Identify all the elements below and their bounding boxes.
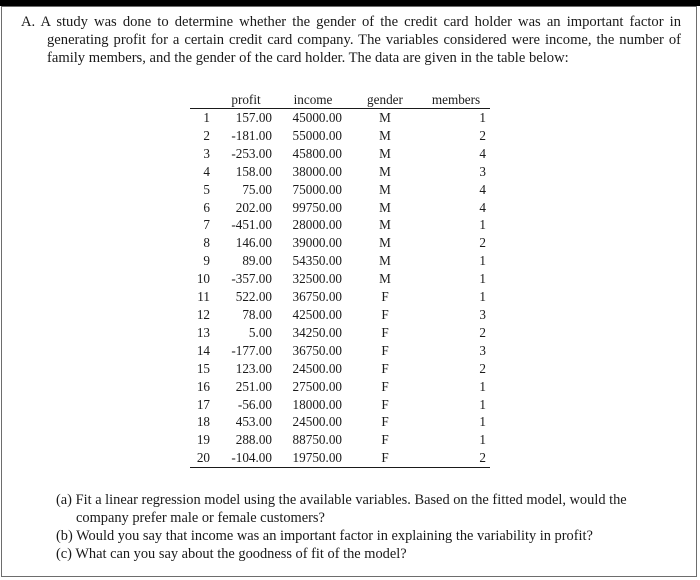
members-cell: 3 — [479, 163, 486, 179]
income-cell: 39000.00 — [292, 235, 342, 251]
income-cell: 19750.00 — [278, 449, 348, 467]
gender-cell: M — [379, 199, 391, 215]
table-row — [190, 216, 490, 234]
income-cell: 36750.00 — [292, 342, 342, 358]
members-cell: 1 — [479, 432, 486, 448]
table-row — [190, 181, 490, 199]
profit-cell: -357.00 — [231, 271, 272, 287]
profit-cell: 123.00 — [235, 360, 272, 376]
income-cell: 54350.00 — [292, 253, 342, 269]
table-row — [190, 431, 490, 449]
profit-cell: 89.00 — [242, 253, 272, 269]
gender-cell: M — [379, 127, 391, 143]
profit-cell: 157.00 — [235, 110, 272, 125]
question-c-text: What can you say about the goodness of fit of the model? — [75, 546, 407, 562]
income-cell: 45800.00 — [292, 145, 342, 161]
row-index-cell: 7 — [203, 217, 210, 233]
profit-cell: 202.00 — [235, 199, 272, 215]
table-row — [190, 199, 490, 217]
row-index-cell: 18 — [196, 414, 210, 430]
row-index-cell: 6 — [203, 199, 210, 215]
income-cell: 36750.00 — [292, 289, 342, 305]
question-a-text: Fit a linear regression model using the available variables. Based on the fitted model, would the company prefer male or female customers? — [75, 492, 627, 526]
row-index-cell: 17 — [196, 396, 210, 412]
row-index-cell: 2 — [203, 127, 210, 143]
profit-cell: 288.00 — [235, 432, 272, 448]
question-b-text: Would you say that income was an important factor in explaining the variability in profit? — [76, 528, 593, 544]
row-index-cell: 13 — [196, 324, 210, 340]
header-members: members — [422, 92, 490, 109]
members-cell: 1 — [479, 378, 486, 394]
row-index-cell: 10 — [196, 271, 210, 287]
gender-cell: F — [381, 378, 389, 394]
members-cell: 2 — [422, 449, 490, 467]
profit-cell: -177.00 — [231, 342, 272, 358]
table-row — [190, 109, 490, 127]
income-cell: 55000.00 — [292, 127, 342, 143]
table-row — [190, 252, 490, 270]
row-index-cell: 3 — [203, 145, 210, 161]
members-cell: 2 — [479, 324, 486, 340]
gender-cell: M — [379, 271, 391, 287]
table-header-row — [190, 92, 490, 109]
table-row — [190, 324, 490, 342]
table-row — [190, 306, 490, 324]
table-row — [190, 360, 490, 378]
question-b — [56, 527, 681, 545]
gender-cell: F — [381, 289, 389, 305]
profit-cell: 522.00 — [235, 289, 272, 305]
profit-cell: -56.00 — [237, 396, 272, 412]
table-body — [190, 109, 490, 468]
gender-cell: M — [379, 163, 391, 179]
table-row — [190, 449, 490, 467]
gender-cell: F — [381, 360, 389, 376]
income-cell: 42500.00 — [292, 306, 342, 322]
gender-cell: M — [379, 253, 391, 269]
question-a-label: (a) — [56, 492, 72, 508]
gender-cell: M — [379, 217, 391, 233]
profit-cell: -104.00 — [214, 449, 278, 467]
gender-cell: M — [379, 110, 391, 125]
row-index-cell: 8 — [203, 235, 210, 251]
income-cell: 38000.00 — [292, 163, 342, 179]
row-index-cell: 12 — [196, 306, 210, 322]
profit-cell: 453.00 — [235, 414, 272, 430]
row-index-cell: 20 — [190, 449, 214, 467]
table-row — [190, 288, 490, 306]
income-cell: 24500.00 — [292, 360, 342, 376]
table-row — [190, 378, 490, 396]
profit-cell: -451.00 — [231, 217, 272, 233]
members-cell: 3 — [479, 342, 486, 358]
income-cell: 45000.00 — [292, 110, 342, 125]
table-row — [190, 413, 490, 431]
header-income: income — [278, 92, 348, 109]
question-a — [56, 491, 681, 527]
profit-cell: 158.00 — [235, 163, 272, 179]
members-cell: 1 — [479, 110, 486, 125]
row-index-cell: 1 — [203, 110, 210, 125]
members-cell: 4 — [479, 199, 486, 215]
gender-cell: F — [381, 414, 389, 430]
members-cell: 4 — [479, 181, 486, 197]
income-cell: 34250.00 — [292, 324, 342, 340]
profit-cell: 146.00 — [235, 235, 272, 251]
members-cell: 1 — [479, 271, 486, 287]
members-cell: 1 — [479, 414, 486, 430]
gender-cell: F — [381, 432, 389, 448]
row-index-cell: 16 — [196, 378, 210, 394]
table-row — [190, 396, 490, 414]
row-index-cell: 5 — [203, 181, 210, 197]
table-row — [190, 234, 490, 252]
members-cell: 2 — [479, 127, 486, 143]
header-profit: profit — [214, 92, 278, 109]
members-cell: 1 — [479, 217, 486, 233]
profit-cell: 5.00 — [248, 324, 272, 340]
question-c — [56, 545, 681, 563]
gender-cell: F — [381, 324, 389, 340]
members-cell: 1 — [479, 396, 486, 412]
profit-cell: -253.00 — [231, 145, 272, 161]
income-cell: 88750.00 — [292, 432, 342, 448]
question-list — [56, 491, 681, 563]
income-cell: 28000.00 — [292, 217, 342, 233]
problem-label: A. — [21, 14, 36, 30]
row-index-cell: 11 — [197, 289, 210, 305]
table-row — [190, 342, 490, 360]
members-cell: 4 — [479, 145, 486, 161]
income-cell: 32500.00 — [292, 271, 342, 287]
gender-cell: F — [348, 449, 422, 467]
members-cell: 1 — [479, 289, 486, 305]
question-b-label: (b) — [56, 528, 73, 544]
profit-cell: -181.00 — [231, 127, 272, 143]
profit-cell: 251.00 — [235, 378, 272, 394]
gender-cell: M — [379, 181, 391, 197]
table-row — [190, 163, 490, 181]
row-index-cell: 15 — [196, 360, 210, 376]
row-index-cell: 19 — [196, 432, 210, 448]
table-row — [190, 127, 490, 145]
income-cell: 75000.00 — [292, 181, 342, 197]
gender-cell: F — [381, 342, 389, 358]
members-cell: 1 — [479, 253, 486, 269]
problem-text: A study was done to determine whether the gender of the credit card holder was an important factor in generating profit for a certain credit card company. The variables considered were income, the number of family members, and the gender of the card holder. The data are given in the table below: — [40, 14, 681, 66]
income-cell: 99750.00 — [292, 199, 342, 215]
question-c-label: (c) — [56, 546, 72, 562]
data-table — [190, 92, 490, 468]
problem-statement — [21, 13, 681, 67]
income-cell: 18000.00 — [292, 396, 342, 412]
income-cell: 24500.00 — [292, 414, 342, 430]
members-cell: 3 — [479, 306, 486, 322]
table-row — [190, 145, 490, 163]
row-index-cell: 4 — [203, 163, 210, 179]
header-index — [190, 92, 214, 109]
table-row — [190, 270, 490, 288]
header-gender: gender — [348, 92, 422, 109]
row-index-cell: 14 — [196, 342, 210, 358]
gender-cell: F — [381, 396, 389, 412]
gender-cell: M — [379, 145, 391, 161]
gender-cell: F — [381, 306, 389, 322]
members-cell: 2 — [479, 360, 486, 376]
gender-cell: M — [379, 235, 391, 251]
profit-cell: 78.00 — [242, 306, 272, 322]
problem-paragraph — [21, 13, 681, 67]
profit-cell: 75.00 — [242, 181, 272, 197]
row-index-cell: 9 — [203, 253, 210, 269]
members-cell: 2 — [479, 235, 486, 251]
income-cell: 27500.00 — [292, 378, 342, 394]
